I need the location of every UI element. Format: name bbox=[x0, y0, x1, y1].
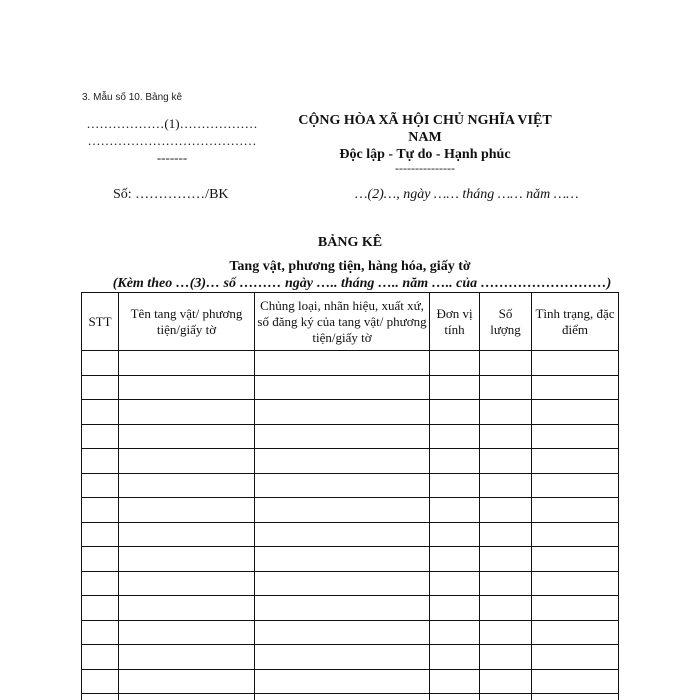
table-cell bbox=[480, 522, 532, 547]
agency-header bbox=[82, 115, 262, 166]
table-cell bbox=[430, 620, 480, 645]
table-cell bbox=[532, 596, 619, 621]
table-cell bbox=[255, 596, 430, 621]
table-cell bbox=[119, 645, 255, 670]
table-cell bbox=[532, 400, 619, 425]
table-row bbox=[82, 375, 619, 400]
table-cell bbox=[480, 424, 532, 449]
table-cell bbox=[119, 522, 255, 547]
table-cell bbox=[255, 400, 430, 425]
table-row bbox=[82, 669, 619, 694]
table-cell bbox=[532, 669, 619, 694]
table-cell bbox=[480, 449, 532, 474]
table-cell bbox=[119, 424, 255, 449]
table-cell bbox=[480, 620, 532, 645]
header-condition: Tình trạng, đặc điểm bbox=[532, 293, 619, 351]
table-cell bbox=[119, 473, 255, 498]
table-cell bbox=[532, 375, 619, 400]
table-cell bbox=[82, 669, 119, 694]
table-row bbox=[82, 694, 619, 700]
table-cell bbox=[119, 498, 255, 523]
table-cell bbox=[532, 547, 619, 572]
table-cell bbox=[480, 571, 532, 596]
table-cell bbox=[119, 375, 255, 400]
table-cell bbox=[480, 351, 532, 376]
table-row bbox=[82, 596, 619, 621]
table-cell bbox=[532, 498, 619, 523]
table-row bbox=[82, 522, 619, 547]
header-type-brand-origin: Chủng loại, nhãn hiệu, xuất xứ, số đăng ký của tang vật/ phương tiện/giấy tờ bbox=[255, 293, 430, 351]
document-date: …(2)…, ngày …… tháng …… năm …… bbox=[355, 187, 579, 202]
table-cell bbox=[255, 645, 430, 670]
document-subtitle: Tang vật, phương tiện, hàng hóa, giấy tờ bbox=[229, 259, 471, 274]
table-cell bbox=[532, 424, 619, 449]
table-cell bbox=[430, 694, 480, 700]
table-cell bbox=[82, 596, 119, 621]
table-cell bbox=[480, 375, 532, 400]
table-cell bbox=[255, 620, 430, 645]
table-row bbox=[82, 620, 619, 645]
agency-divider: ------- bbox=[156, 150, 188, 165]
table-row bbox=[82, 547, 619, 572]
table-cell bbox=[532, 351, 619, 376]
table-cell bbox=[119, 571, 255, 596]
table-cell bbox=[480, 645, 532, 670]
table-cell bbox=[82, 645, 119, 670]
table-cell bbox=[480, 694, 532, 700]
table-cell bbox=[430, 498, 480, 523]
table-cell bbox=[255, 424, 430, 449]
table-cell bbox=[82, 473, 119, 498]
table-cell bbox=[82, 522, 119, 547]
table-cell bbox=[430, 596, 480, 621]
document-title: BẢNG KÊ bbox=[317, 235, 383, 250]
table-cell bbox=[119, 694, 255, 700]
table-cell bbox=[430, 547, 480, 572]
table-cell bbox=[82, 694, 119, 700]
table-cell bbox=[532, 694, 619, 700]
table-cell bbox=[119, 669, 255, 694]
table-cell bbox=[532, 620, 619, 645]
table-cell bbox=[255, 473, 430, 498]
table-cell bbox=[119, 596, 255, 621]
table-cell bbox=[255, 694, 430, 700]
table-cell bbox=[119, 449, 255, 474]
header-item-name: Tên tang vật/ phương tiện/giấy tờ bbox=[119, 293, 255, 351]
table-row bbox=[82, 571, 619, 596]
table-cell bbox=[255, 498, 430, 523]
inventory-table bbox=[81, 292, 619, 700]
motto-divider: --------------- bbox=[395, 161, 455, 175]
table-row bbox=[82, 424, 619, 449]
agency-subname-line: ………………………………… bbox=[87, 133, 257, 148]
table-cell bbox=[82, 375, 119, 400]
table-cell bbox=[255, 375, 430, 400]
table-cell bbox=[480, 547, 532, 572]
table-cell bbox=[532, 522, 619, 547]
table-cell bbox=[119, 547, 255, 572]
table-cell bbox=[430, 351, 480, 376]
table-cell bbox=[480, 596, 532, 621]
table-cell bbox=[82, 571, 119, 596]
table-cell bbox=[532, 473, 619, 498]
table-cell bbox=[255, 571, 430, 596]
table-header-row bbox=[82, 293, 619, 351]
table-cell bbox=[255, 669, 430, 694]
table-cell bbox=[480, 498, 532, 523]
table-cell bbox=[430, 424, 480, 449]
national-motto: Độc lập - Tự do - Hạnh phúc bbox=[339, 147, 511, 162]
table-cell bbox=[82, 498, 119, 523]
table-row bbox=[82, 473, 619, 498]
country-name-line1: CỘNG HÒA XÃ HỘI CHỦ NGHĨA VIỆT bbox=[298, 113, 552, 128]
table-cell bbox=[532, 571, 619, 596]
table-row bbox=[82, 400, 619, 425]
national-header bbox=[285, 112, 565, 173]
table-cell bbox=[255, 522, 430, 547]
table-cell bbox=[480, 400, 532, 425]
table-cell bbox=[82, 547, 119, 572]
header-stt: STT bbox=[82, 293, 119, 351]
table-cell bbox=[480, 473, 532, 498]
table-cell bbox=[480, 669, 532, 694]
table-cell bbox=[430, 571, 480, 596]
table-row bbox=[82, 351, 619, 376]
section-label: 3. Mẫu số 10. Bảng kê bbox=[82, 92, 183, 103]
table-cell bbox=[255, 351, 430, 376]
table-cell bbox=[430, 449, 480, 474]
table-cell bbox=[119, 351, 255, 376]
table-cell bbox=[82, 351, 119, 376]
attachment-reference: (Kèm theo …(3)… số ……… ngày ….. tháng ….. năm ….. của ………………………) bbox=[112, 276, 612, 291]
table-cell bbox=[255, 547, 430, 572]
table-cell bbox=[82, 400, 119, 425]
table-cell bbox=[255, 449, 430, 474]
header-quantity: Số lượng bbox=[480, 293, 532, 351]
table-cell bbox=[430, 375, 480, 400]
table-cell bbox=[119, 400, 255, 425]
table-cell bbox=[82, 424, 119, 449]
table-row bbox=[82, 498, 619, 523]
table-row bbox=[82, 645, 619, 670]
agency-name-line: ………………(1)……………… bbox=[86, 116, 258, 131]
table-cell bbox=[430, 473, 480, 498]
country-name-line2: NAM bbox=[408, 130, 442, 145]
table-cell bbox=[82, 620, 119, 645]
table-cell bbox=[82, 449, 119, 474]
table-cell bbox=[430, 522, 480, 547]
table-cell bbox=[430, 669, 480, 694]
header-unit: Đơn vị tính bbox=[430, 293, 480, 351]
table-row bbox=[82, 449, 619, 474]
table-cell bbox=[119, 620, 255, 645]
table-cell bbox=[532, 645, 619, 670]
table-cell bbox=[430, 400, 480, 425]
table-cell bbox=[532, 449, 619, 474]
document-number: Số: ……………/BK bbox=[113, 187, 229, 202]
table-cell bbox=[430, 645, 480, 670]
table-body bbox=[82, 351, 619, 700]
